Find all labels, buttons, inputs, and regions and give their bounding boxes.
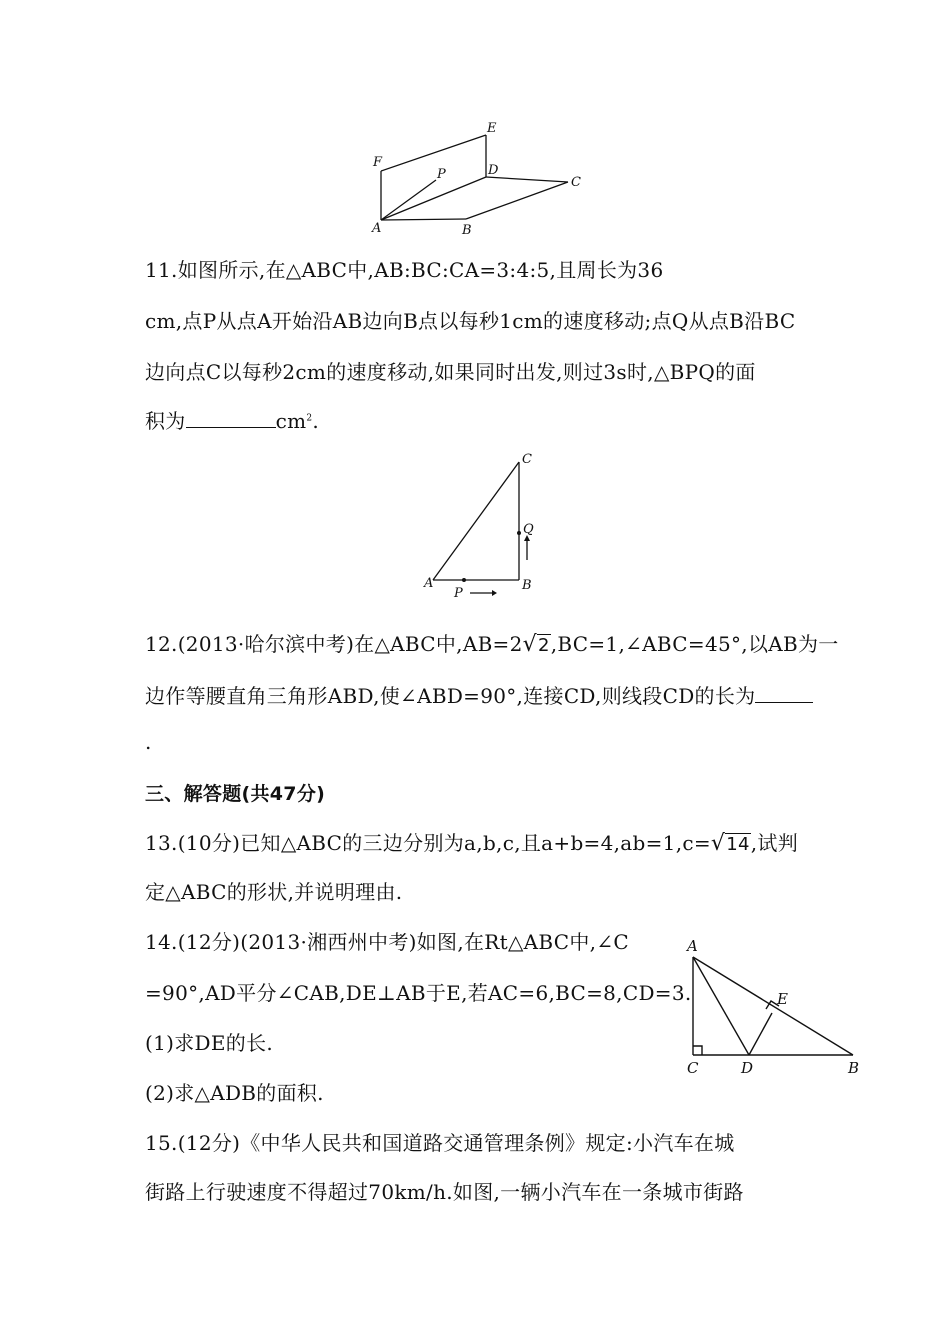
fig1-label-A: A [372, 221, 382, 236]
fig2-label-A: A [424, 576, 434, 591]
q11-unit-exponent: 2 [306, 413, 313, 424]
q14-line-4: (2)求△ADB的面积. [145, 1081, 324, 1105]
q11-line-4-text: 积为 [145, 409, 186, 433]
q15-line-2: 街路上行驶速度不得超过70km/h.如图,一辆小汽车在一条城市街路 [145, 1180, 744, 1204]
fig1-label-B: B [462, 223, 472, 238]
q13-line-1-pre: 13.(10分)已知△ABC的三边分别为a,b,c,且a+b=4,ab=1,c= [145, 831, 711, 855]
fig2-label-C: C [522, 452, 532, 467]
sqrt-2-radicand: 2 [537, 635, 550, 656]
q11-unit: cm [275, 409, 307, 433]
fig1-label-E: E [487, 121, 497, 136]
q11-line-4-end: . [312, 409, 320, 433]
fig3-label-B: B [848, 1059, 860, 1077]
fig2-label-P: P [454, 586, 463, 601]
fig3-label-C: C [687, 1059, 699, 1077]
fig2-label-Q: Q [523, 522, 534, 537]
fig1-label-D: D [488, 163, 499, 178]
q13-line-1-post: ,试判 [750, 831, 799, 855]
sqrt-2: √2 [522, 632, 550, 657]
q14-line-3: (1)求DE的长. [145, 1031, 274, 1055]
q12-line-3: . [145, 730, 152, 754]
fig1-label-C: C [571, 175, 581, 190]
q14-line-1: 14.(12分)(2013·湘西州中考)如图,在Rt△ABC中,∠C [145, 930, 629, 954]
q15-line-1: 15.(12分)《中华人民共和国道路交通管理条例》规定:小汽车在城 [145, 1131, 735, 1155]
fig2-label-B: B [522, 578, 532, 593]
sqrt-14: √14 [710, 831, 750, 856]
fig3-label-E: E [777, 990, 788, 1008]
q12-line-2-text: 边作等腰直角三角形ABD,使∠ABD=90°,连接CD,则线段CD的长为 [145, 684, 756, 708]
sqrt-14-radicand: 14 [726, 834, 750, 855]
fig3-label-A: A [687, 937, 698, 955]
q11-line-3: 边向点C以每秒2cm的速度移动,如果同时出发,则过3s时,△BPQ的面 [145, 360, 756, 384]
q12-line-1-pre: 12.(2013·哈尔滨中考)在△ABC中,AB=2 [145, 632, 523, 656]
q11-line-2: cm,点P从点A开始沿AB边向B点以每秒1cm的速度移动;点Q从点B沿BC [145, 309, 796, 333]
fig1-label-P: P [437, 167, 446, 182]
q14-line-2: =90°,AD平分∠CAB,DE⊥AB于E,若AC=6,BC=8,CD=3. [145, 981, 692, 1005]
q13-line-2: 定△ABC的形状,并说明理由. [145, 880, 403, 904]
fig3-label-D: D [741, 1059, 754, 1077]
q12-line-1-post: ,BC=1,∠ABC=45°,以AB为一 [550, 632, 839, 656]
q11-line-1: 11.如图所示,在△ABC中,AB:BC:CA=3:4:5,且周长为36 [145, 258, 664, 282]
section-heading: 三、解答题(共47分) [145, 783, 326, 805]
fig1-label-F: F [373, 155, 383, 170]
